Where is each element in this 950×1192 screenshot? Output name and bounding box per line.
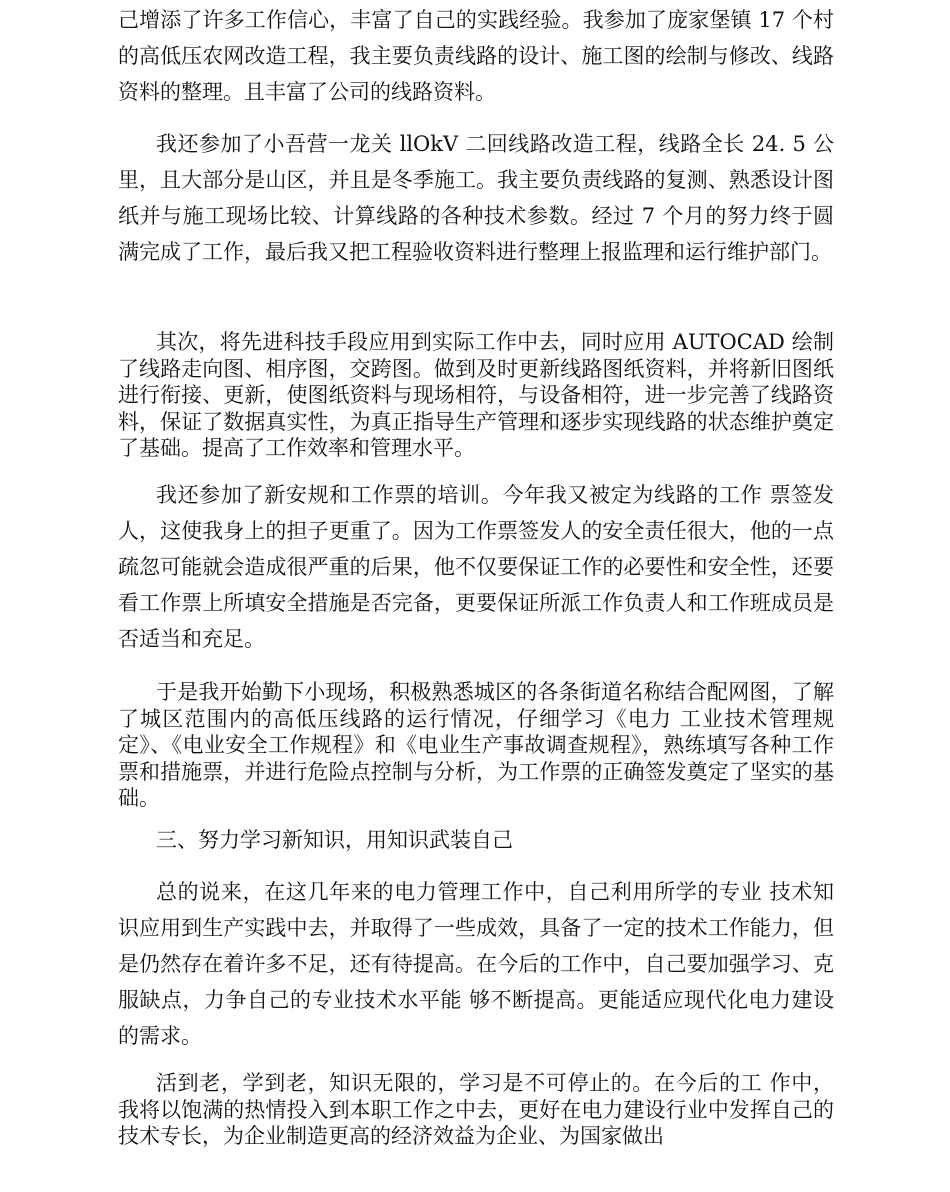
paragraph-7: 活到老，学到老，知识无限的，学习是不可停止的。在今后的工 作中，我将以饱满的热情投入到本职工作之中去，更好在电力建设行业中发挥自己的技术专长，为企业制造更高的经济效益为企业、为国家做出: [118, 1071, 834, 1148]
paragraph-3: 其次，将先进科技手段应用到实际工作中去，同时应用 AUTOCAD 绘制了线路走向图、相序图，交跨图。做到及时更新线路图纸资料，并将新旧图纸进行衔接、更新，使图纸资料与现场相符，与设备相符，进一步完善了线路资料，保证了数据真实性，为真正指导生产管理和逐步实现线路的状态维护奠定了基础。提高了工作效率和管理水平。: [118, 330, 834, 460]
paragraph-2: 我还参加了小吾营一龙关 llOkV 二回线路改造工程，线路全长 24. 5 公里，且大部分是山区，并且是冬季施工。我主要负责线路的复测、熟悉设计图纸并与施工现场比较、计算线路的各种技术参数。经过 7 个月的努力终于圆满完成了工作，最后我又把工程验收资料进行整理上报监理和运行维护部门。: [118, 132, 834, 264]
paragraph-5: 于是我开始勤下小现场，积极熟悉城区的各条街道名称结合配网图，了解了城区范围内的高低压线路的运行情况，仔细学习《电力 工业技术管理规定》、《电业安全工作规程》和《电业生产事故调查规程》，熟练填写各种工作票和措施票，并进行危险点控制与分析，为工作票的正确签发奠定了坚实的基础。: [118, 680, 834, 810]
paragraph-6: 总的说来，在这几年来的电力管理工作中，自己利用所学的专业 技术知识应用到生产实践中去，并取得了一些成效，具备了一定的技术工作能力，但是仍然存在着许多不足，还有待提高。在今后的工作中，自己要加强学习、克服缺点，力争自己的专业技术水平能 够不断提高。更能适应现代化电力建设的需求。: [118, 880, 834, 1048]
section-heading: 三、努力学习新知识，用知识武装自己: [156, 828, 513, 852]
paragraph-4: 我还参加了新安规和工作票的培训。今年我又被定为线路的工作 票签发人，这使我身上的担子更重了。因为工作票签发人的安全责任很大，他的一点疏忽可能就会造成很严重的后果，他不仅要保证工作的必要性和安全性，还要看工作票上所填安全措施是否完备，更要保证所派工作负责人和工作班成员是否适当和充足。: [118, 483, 834, 651]
paragraph-1: 己增添了许多工作信心，丰富了自己的实践经验。我参加了庞家堡镇 17 个村的高低压农网改造工程，我主要负责线路的设计、施工图的绘制与修改、线路资料的整理。且丰富了公司的线路资料。: [118, 8, 834, 104]
